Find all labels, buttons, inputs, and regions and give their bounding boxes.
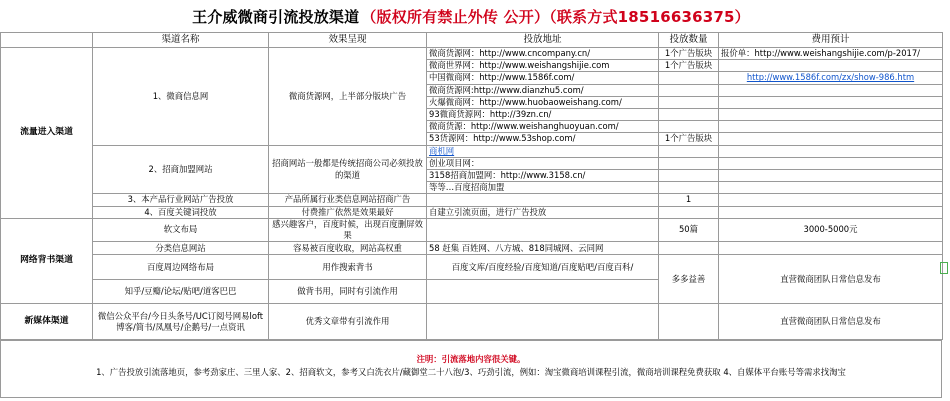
address-cell (427, 280, 659, 304)
effect-franchise: 招商网站一般都是传统招商公司必须投放的渠道 (269, 145, 427, 194)
channel-classified-sites: 分类信息网站 (93, 242, 269, 255)
address-cell (427, 304, 659, 340)
section-media: 新媒体渠道 (1, 304, 93, 340)
section-traffic: 流量进入渠道 (1, 48, 93, 219)
channel-franchise: 2、招商加盟网站 (93, 145, 269, 194)
cost-cell (719, 170, 943, 182)
quantity-cell (659, 242, 719, 255)
header-address: 投放地址 (427, 33, 659, 48)
address-cell: 创业项目网： (427, 157, 659, 169)
quantity-cell (659, 109, 719, 121)
quantity-cell: 1个广告版块 (659, 60, 719, 72)
cost-link[interactable]: http://www.1586f.com/zx/show-986.htm (746, 72, 915, 83)
address-cell: 微商货源：http://www.weishanghuoyuan.com/ (427, 121, 659, 133)
cost-cell (719, 145, 943, 157)
quantity-cell (659, 96, 719, 108)
cost-cell (719, 109, 943, 121)
cost-cell: 直营微商团队日常信息发布 (719, 304, 943, 340)
effect-baidu-keywords: 付费推广依然是效果最好 (269, 206, 427, 218)
channel-baidu-keywords: 4、百度关键词投放 (93, 206, 269, 218)
quantity-cell: 1个广告版块 (659, 48, 719, 60)
quantity-cell (659, 304, 719, 340)
address-cell: 自建立引流页面，进行广告投放 (427, 206, 659, 218)
effect-weishang-info: 微商货源网，上半部分版块广告 (269, 48, 427, 146)
cost-cell (719, 121, 943, 133)
header-channel: 渠道名称 (93, 33, 269, 48)
channel-baidu-network: 百度周边网络布局 (93, 255, 269, 280)
channel-weishang-info: 1、微商信息网 (93, 48, 269, 146)
effect-new-media: 优秀文章带有引流作用 (269, 304, 427, 340)
header-effect: 效果呈现 (269, 33, 427, 48)
header-blank (1, 33, 93, 48)
cost-cell: 3000-5000元 (719, 218, 943, 241)
cost-link[interactable]: 报价单：http://www.weishangshijie.com/p-2017/ (719, 48, 943, 60)
address-cell: 3158招商加盟网：http://www.3158.cn/ (427, 170, 659, 182)
effect-soft-articles: 感兴趣客户，百度时候，出现百度删屏效果 (269, 218, 427, 241)
address-link[interactable]: 商机网 (429, 145, 455, 156)
channel-soft-articles: 软文布局 (93, 218, 269, 241)
header-quantity: 投放数量 (659, 33, 719, 48)
quantity-cell (659, 121, 719, 133)
footer-tip: 1、广告投放引流落地页，参考劲家庄、三里人家、2、招商软文，参考又白洗衣片/藏御堂二十八泡/3、巧劲引流，例如：淘宝微商培训课程引流，微商培训课程免费获取 4、自媒体平台账号等需求找淘宝 (96, 367, 846, 377)
effect-industry-sites: 产品所属行业类信息网站招商广告 (269, 194, 427, 206)
quantity-cell (659, 72, 719, 84)
channel-new-media: 微信公众平台/今日头条号/UC订阅号网易loft博客/简书/凤凰号/企鹅号/一点资讯 (93, 304, 269, 340)
address-cell: 火爆微商网：http://www.huobaoweishang.com/ (427, 96, 659, 108)
address-cell (427, 194, 659, 206)
sheet-title (0, 0, 942, 33)
title-note: （版权所有禁止外传 公开）（联系方式18516636375） (361, 7, 750, 26)
cost-cell (719, 96, 943, 108)
section-network: 网络背书渠道 (1, 218, 93, 303)
channel-table (0, 32, 943, 340)
title-main: 王介威微商引流投放渠道 (192, 7, 360, 26)
quantity-cell: 1个广告版块 (659, 133, 719, 145)
channel-zhihu-douban: 知乎/豆瓣/论坛/贴吧/道客巴巴 (93, 280, 269, 304)
address-cell: 微商货源网：http://www.cncompany.cn/ (427, 48, 659, 60)
address-cell: 58 赶集 百姓网、八方城、818同城网、云同网 (427, 242, 659, 255)
cost-cell (719, 206, 943, 218)
quantity-cell (659, 182, 719, 194)
effect-baidu-network: 用作搜索背书 (269, 255, 427, 280)
cost-cell (719, 182, 943, 194)
quantity-cell: 多多益善 (659, 255, 719, 304)
quantity-cell (659, 84, 719, 96)
header-cost: 费用预计 (719, 33, 943, 48)
channel-industry-sites: 3、本产品行业网站广告投放 (93, 194, 269, 206)
address-cell: 等等…百度招商加盟 (427, 182, 659, 194)
address-cell: 微商世界网：http://www.weishangshijie.com (427, 60, 659, 72)
address-cell: 中国微商网：http://www.1586f.com/ (427, 72, 659, 84)
cost-cell (719, 194, 943, 206)
effect-zhihu-douban: 做背书用，同时有引流作用 (269, 280, 427, 304)
selected-cell-indicator[interactable] (940, 262, 948, 274)
address-cell: 53货源网：http://www.53shop.com/ (427, 133, 659, 145)
cost-cell: 直营微商团队日常信息发布 (719, 255, 943, 304)
effect-classified-sites: 容易被百度收取，网站高权重 (269, 242, 427, 255)
footer-notes (0, 340, 942, 398)
cost-cell (719, 84, 943, 96)
quantity-cell (659, 170, 719, 182)
address-cell (427, 218, 659, 241)
footer-note: 注明：引流落地内容很关键。 (416, 354, 526, 364)
cost-cell (719, 157, 943, 169)
quantity-cell: 50篇 (659, 218, 719, 241)
cost-cell (719, 242, 943, 255)
quantity-cell (659, 206, 719, 218)
cost-cell (719, 133, 943, 145)
quantity-cell (659, 157, 719, 169)
quantity-cell: 1 (659, 194, 719, 206)
address-cell: 微商货源网:http://www.dianzhu5.com/ (427, 84, 659, 96)
address-cell: 百度文库/百度经验/百度知道/百度贴吧/百度百科/ (427, 255, 659, 280)
header-row (1, 33, 943, 48)
quantity-cell (659, 145, 719, 157)
cost-cell (719, 60, 943, 72)
address-cell: 93微商货源网：http://39zn.cn/ (427, 109, 659, 121)
